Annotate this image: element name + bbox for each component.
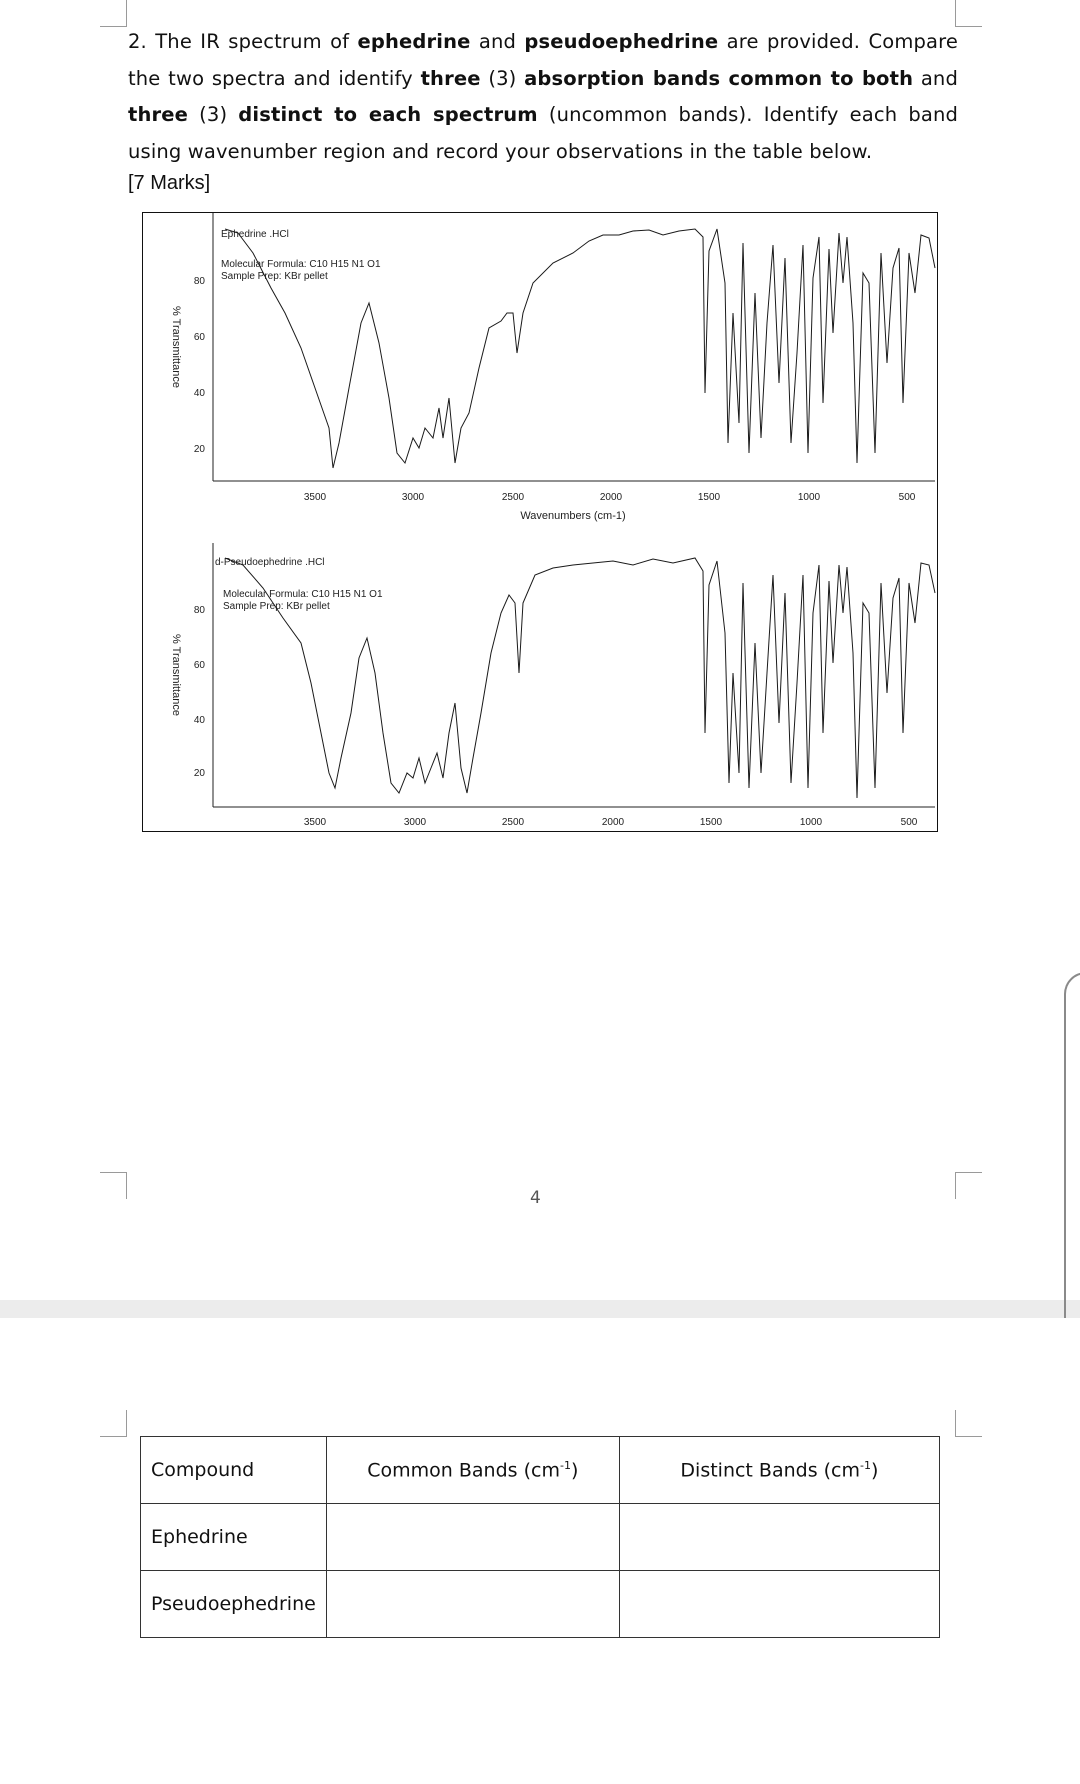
header-text: ) [870,1459,879,1482]
common-bands-cell[interactable] [326,1504,619,1571]
sample-prep: Sample Prep: KBr pellet [223,601,330,612]
x-tick-label: 3000 [401,492,425,503]
question-emphasis: pseudoephedrine [524,30,719,53]
table-header-row [141,1437,940,1504]
question-fragment: (3) [480,66,525,90]
header-text: ) [570,1459,579,1482]
y-tick-label: 80 [193,605,205,616]
common-bands-cell[interactable] [326,1571,619,1638]
y-tick-label: 20 [193,444,205,455]
y-tick-label: 80 [193,276,205,287]
question-emphasis: absorption bands common to both [524,66,914,90]
crop-mark [955,0,982,27]
y-tick-label: 60 [193,660,205,671]
distinct-bands-cell[interactable] [619,1571,939,1638]
header-text: Common Bands (cm [367,1459,560,1482]
crop-mark [100,1410,127,1437]
table-row [141,1571,940,1638]
x-tick-label: 2000 [601,817,625,828]
crop-mark [100,0,127,27]
unit-superscript: -1 [559,1458,571,1472]
question-fragment: are provided. Compare the two spectra and identify [128,30,958,90]
question-number: 2. [128,30,147,53]
pseudoephedrine-ir-spectrum [170,543,935,828]
y-tick-labels [194,276,206,455]
x-tick-label: 3500 [303,492,327,503]
x-tick-labels [304,817,918,828]
header-text: Distinct Bands (cm [680,1459,861,1482]
question-fragment: (3) [188,103,239,126]
question-fragment: and [913,66,958,90]
question-emphasis: ephedrine [357,30,471,53]
page-separator [0,1300,1080,1318]
y-tick-labels [194,605,206,779]
y-tick-label: 60 [193,332,205,343]
distinct-bands-cell[interactable] [619,1504,939,1571]
table-row [141,1504,940,1571]
ir-spectra-figure [142,212,938,832]
x-axis-label: Wavenumbers (cm-1) [520,510,626,522]
crop-mark [955,1410,982,1437]
compound-name: d-Pseudoephedrine .HCl [215,557,325,568]
x-tick-label: 500 [900,817,918,828]
molecular-formula: Molecular Formula: C10 H15 N1 O1 [223,589,383,600]
y-axis-label: % Transmittance [170,306,182,388]
y-tick-label: 40 [193,715,205,726]
page-number: 4 [530,1188,541,1208]
crop-mark [955,1172,982,1199]
observations-table [140,1436,940,1638]
x-tick-label: 500 [898,492,916,503]
compound-cell: Pseudoephedrine [141,1571,327,1638]
unit-superscript: -1 [860,1458,871,1472]
x-tick-label: 1500 [699,817,723,828]
column-header-common-bands [326,1437,619,1504]
molecular-formula: Molecular Formula: C10 H15 N1 O1 [221,259,381,270]
compound-cell: Ephedrine [141,1504,327,1571]
x-tick-label: 1500 [697,492,721,503]
x-tick-label: 2500 [501,817,525,828]
x-tick-label: 3000 [403,817,427,828]
ephedrine-ir-spectrum [170,213,935,522]
x-tick-labels [304,492,916,503]
x-tick-label: 2500 [501,492,525,503]
sample-prep: Sample Prep: KBr pellet [221,271,328,282]
y-tick-label: 20 [193,768,205,779]
question-emphasis: three [128,103,189,126]
column-header-distinct-bands [619,1437,939,1504]
y-tick-label: 40 [193,388,205,399]
column-header-compound [141,1437,327,1504]
question-fragment: The IR spectrum of [146,30,358,53]
question-text [128,24,958,170]
question-emphasis: three [420,66,481,90]
question-fragment: (uncommon bands). Identify each band using wavenumber region and record your observations in the table below. [128,103,958,163]
x-tick-label: 1000 [799,817,823,828]
x-tick-label: 3500 [303,817,327,828]
x-tick-label: 1000 [797,492,821,503]
marks-label: [7 Marks] [128,172,211,194]
header-text: Compound [151,1459,255,1481]
question-emphasis: distinct to each spectrum [238,103,538,126]
compound-name: Ephedrine .HCl [221,229,289,240]
y-axis-label: % Transmittance [170,634,182,716]
crop-mark [100,1172,127,1199]
question-fragment: and [470,30,525,53]
x-tick-label: 2000 [599,492,623,503]
